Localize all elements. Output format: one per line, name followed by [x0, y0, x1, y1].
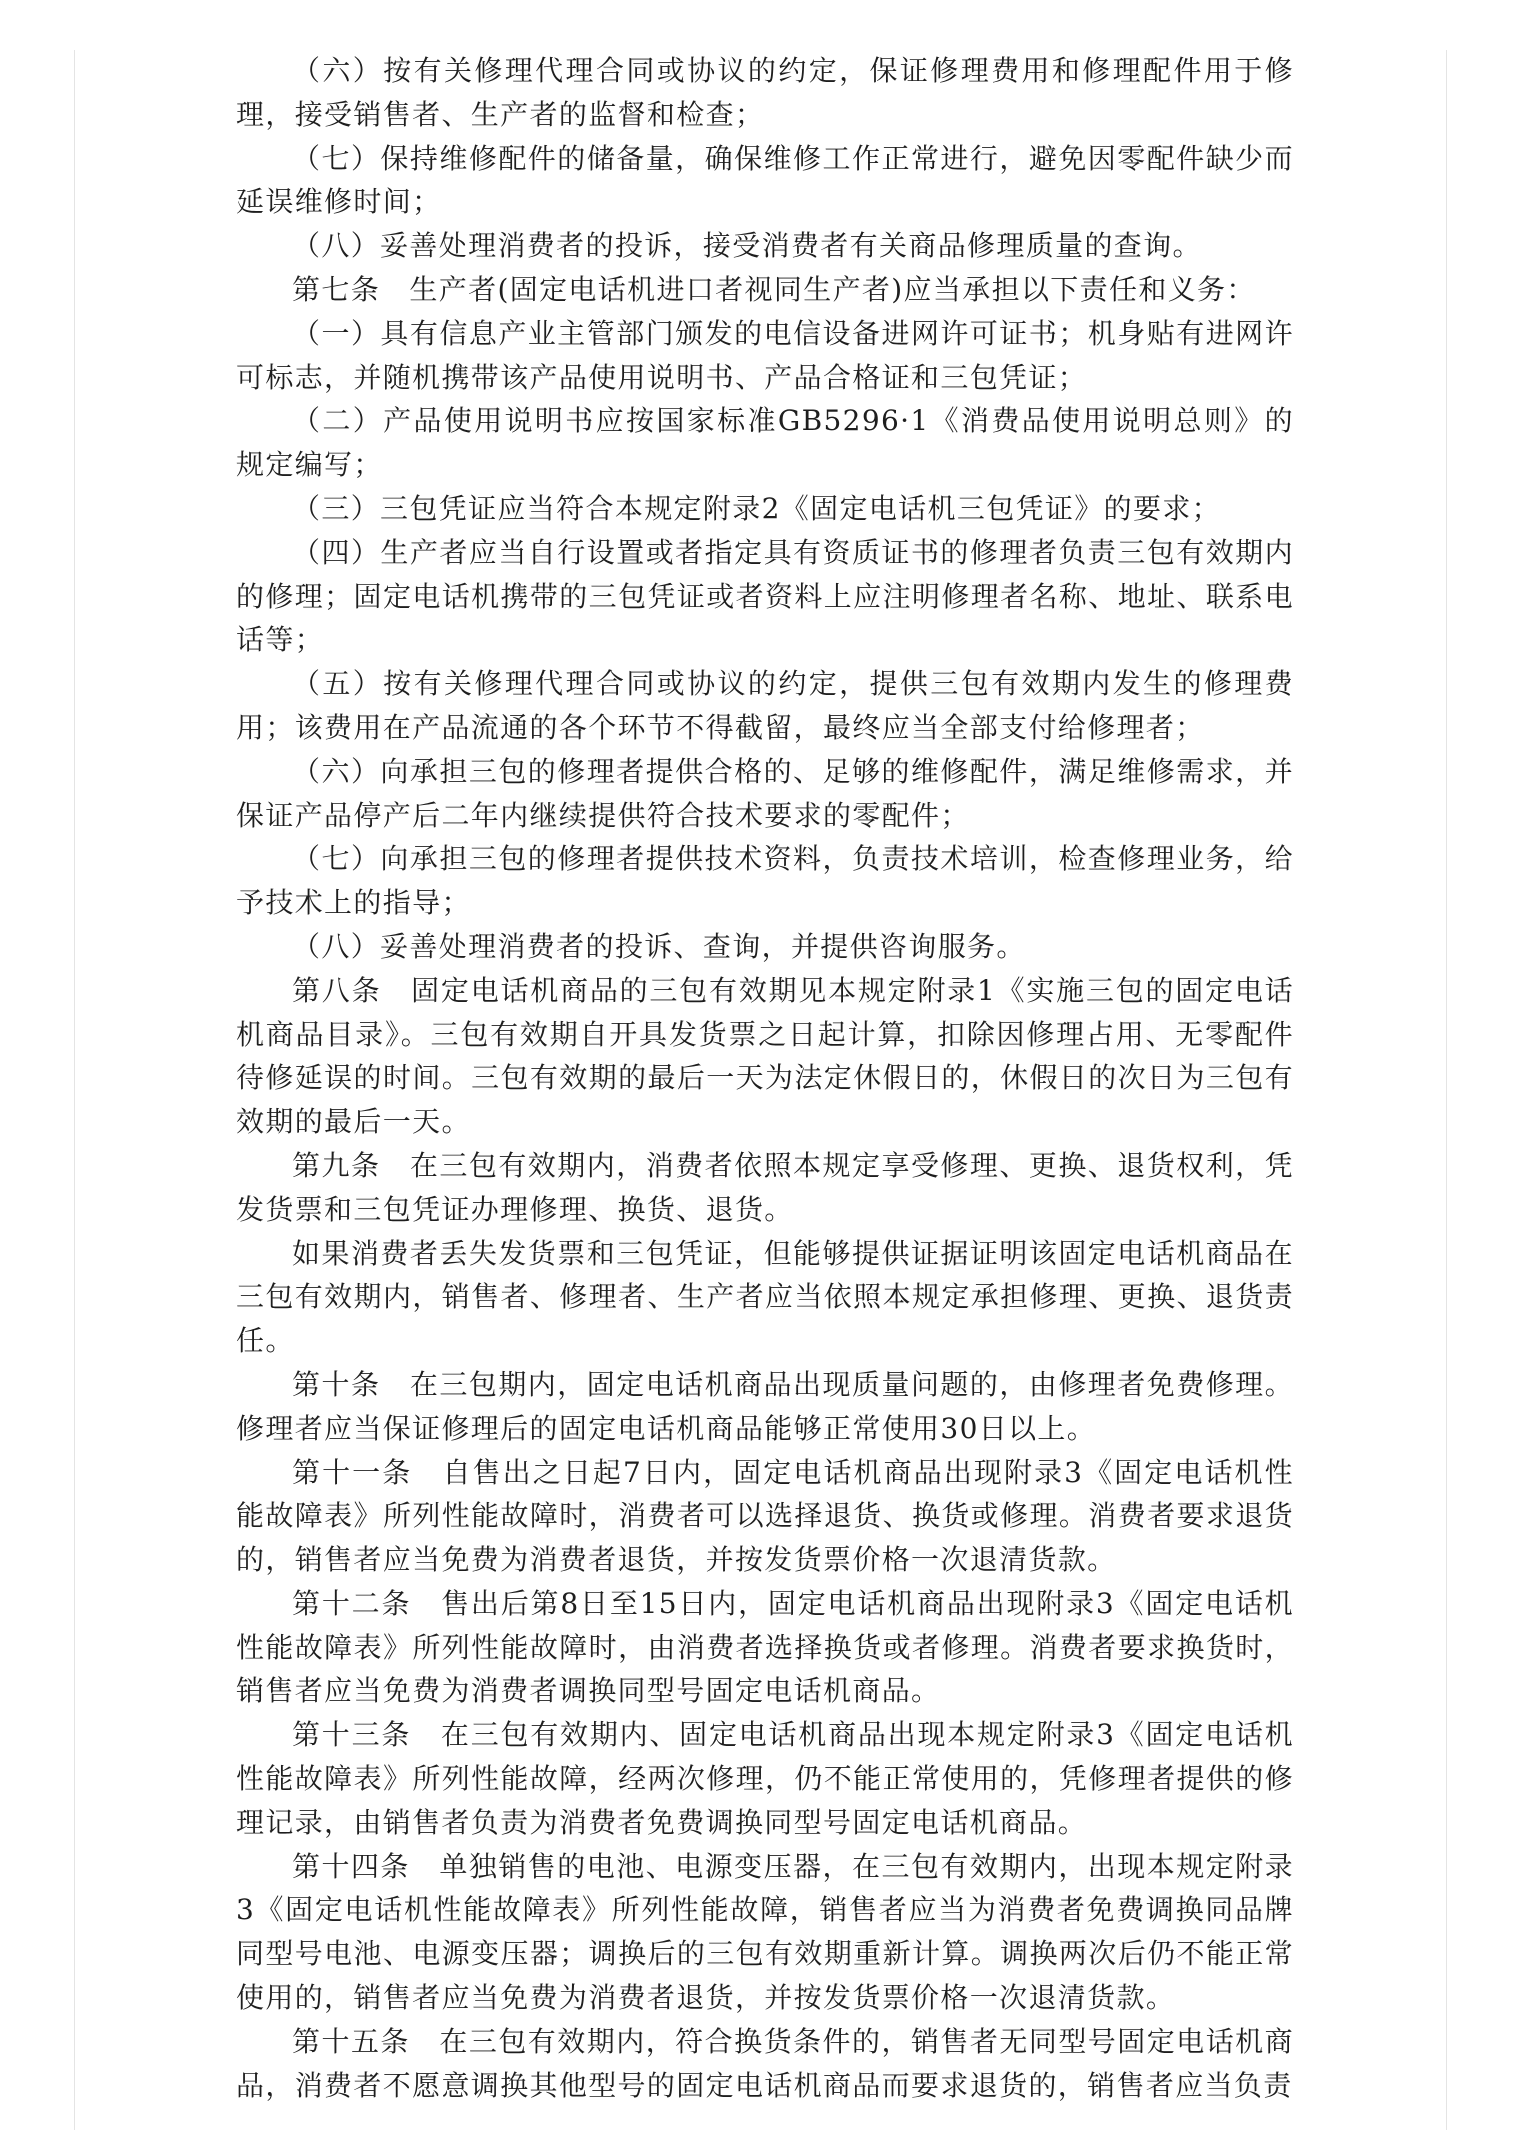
- paragraph-producer-duty-2: （二）产品使用说明书应按国家标准GB5296·1《消费品使用说明总则》的规定编写；: [236, 404, 1294, 482]
- paragraph-article-8: 第八条 固定电话机商品的三包有效期见本规定附录1《实施三包的固定电话机商品目录》。三包有效期自开具发货票之日起计算，扣除因修理占用、无零配件待修延误的时间。三包有效期的最后一天为法定休假日的，休假日的次日为三包有效期的最后一天。: [236, 973, 1294, 1139]
- paragraph-article-12: 第十二条 售出后第8日至15日内，固定电话机商品出现附录3《固定电话机性能故障表》所列性能故障时，由消费者选择换货或者修理。消费者要求换货时，销售者应当免费为消费者调换同型号固定电话机商品。: [236, 1586, 1294, 1708]
- paragraph-repair-duty-8: （八）妥善处理消费者的投诉，接受消费者有关商品修理质量的查询。: [292, 229, 1202, 263]
- paragraph-producer-duty-5: （五）按有关修理代理合同或协议的约定，提供三包有效期内发生的修理费用；该费用在产品流通的各个环节不得截留，最终应当全部支付给修理者；: [236, 667, 1294, 744]
- paragraph-repair-duty-7: （七）保持维修配件的储备量，确保维修工作正常进行，避免因零配件缺少而延误维修时间；: [236, 141, 1294, 219]
- left-margin-rule: [74, 50, 75, 2130]
- right-margin-rule: [1446, 50, 1447, 2130]
- paragraph-article-14: 第十四条 单独销售的电池、电源变压器，在三包有效期内，出现本规定附录3《固定电话机性能故障表》所列性能故障，销售者应当为消费者免费调换同品牌同型号电池、电源变压器；调换后的三包有效期重新计算。调换两次后仍不能正常使用的，销售者应当免费为消费者退货，并按发货票价格一次退清货款。: [236, 1849, 1294, 2015]
- paragraph-article-13: 第十三条 在三包有效期内、固定电话机商品出现本规定附录3《固定电话机性能故障表》所列性能故障，经两次修理，仍不能正常使用的，凭修理者提供的修理记录，由销售者负责为消费者免费调换同型号固定电话机商品。: [236, 1718, 1294, 1839]
- paragraph-producer-duty-4: （四）生产者应当自行设置或者指定具有资质证书的修理者负责三包有效期内的修理；固定电话机携带的三包凭证或者资料上应注明修理者名称、地址、联系电话等；: [236, 535, 1294, 657]
- paragraph-producer-duty-7: （七）向承担三包的修理者提供技术资料，负责技术培训，检查修理业务，给予技术上的指导；: [236, 842, 1294, 920]
- paragraph-article-9-lost-invoice: 如果消费者丢失发货票和三包凭证，但能够提供证据证明该固定电话机商品在三包有效期内，销售者、修理者、生产者应当依照本规定承担修理、更换、退货责任。: [236, 1236, 1294, 1358]
- paragraph-producer-duty-6: （六）向承担三包的修理者提供合格的、足够的维修配件，满足维修需求，并保证产品停产后二年内继续提供符合技术要求的零配件；: [236, 754, 1294, 832]
- paragraph-article-11: 第十一条 自售出之日起7日内，固定电话机商品出现附录3《固定电话机性能故障表》所列性能故障时，消费者可以选择退货、换货或修理。消费者要求退货的，销售者应当免费为消费者退货，并按发货票价格一次退清货款。: [236, 1455, 1294, 1577]
- paragraph-article-15: 第十五条 在三包有效期内，符合换货条件的，销售者无同型号固定电话机商品，消费者不愿意调换其他型号的固定电话机商品而要求退货的，销售者应当负责: [236, 2024, 1294, 2102]
- paragraph-producer-duty-3: （三）三包凭证应当符合本规定附录2《固定电话机三包凭证》的要求；: [292, 491, 1222, 525]
- paragraph-article-9: 第九条 在三包有效期内，消费者依照本规定享受修理、更换、退货权利，凭发货票和三包凭证办理修理、换货、退货。: [236, 1148, 1294, 1226]
- document-body: [236, 49, 1294, 2107]
- paragraph-repair-duty-6: （六）按有关修理代理合同或协议的约定，保证修理费用和修理配件用于修理，接受销售者、生产者的监督和检查；: [236, 54, 1294, 131]
- paragraph-article-10: 第十条 在三包期内，固定电话机商品出现质量问题的，由修理者免费修理。修理者应当保证修理后的固定电话机商品能够正常使用30日以上。: [236, 1367, 1294, 1445]
- paragraph-article-7: 第七条 生产者(固定电话机进口者视同生产者)应当承担以下责任和义务：: [292, 272, 1256, 306]
- paragraph-producer-duty-1: （一）具有信息产业主管部门颁发的电信设备进网许可证书；机身贴有进网许可标志，并随机携带该产品使用说明书、产品合格证和三包凭证；: [236, 316, 1294, 394]
- paragraph-producer-duty-8: （八）妥善处理消费者的投诉、查询，并提供咨询服务。: [292, 929, 1026, 963]
